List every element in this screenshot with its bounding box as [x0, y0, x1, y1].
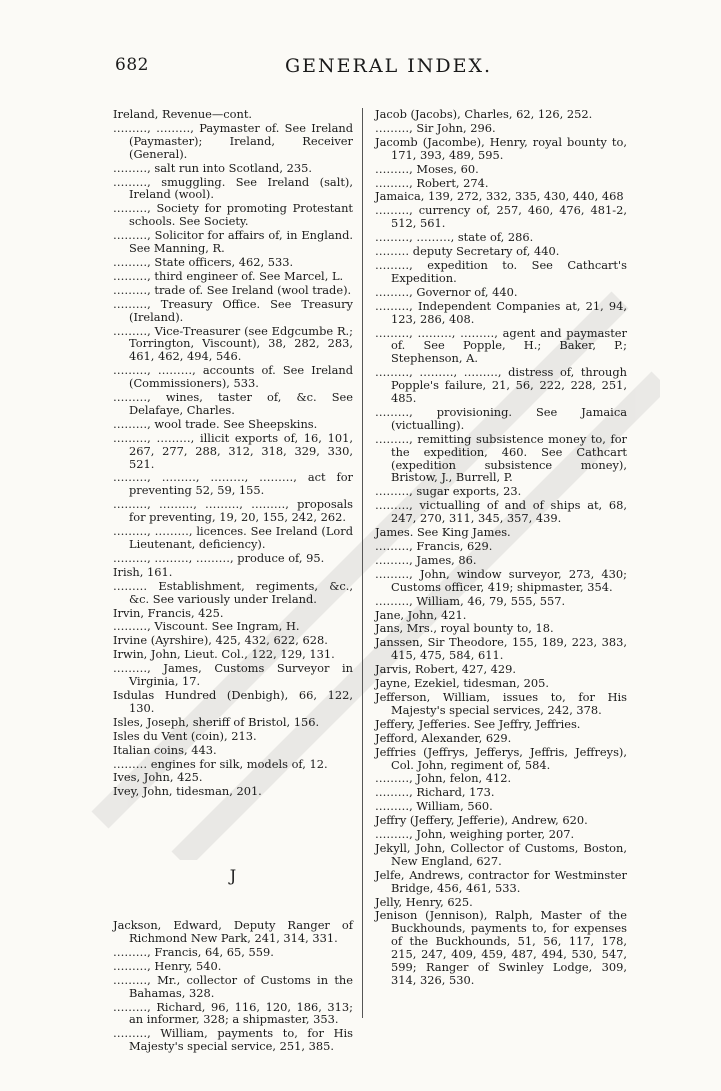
index-entry: James. See King James. [375, 525, 511, 540]
index-entry: Ives, John, 425. [113, 770, 203, 785]
left-entries-bottom [113, 919, 353, 1053]
index-entry: Jackson, Edward, Deputy Ranger of Richmond New Park, 241, 314, 331. [113, 918, 353, 946]
index-entry: ………, Treasury Office. See Treasury (Ireland). [113, 296, 353, 324]
right-entries [375, 108, 627, 987]
index-entry: Jeffery, Jefferies. See Jeffry, Jeffries. [375, 716, 581, 731]
index-entry: ………, Richard, 173. [375, 785, 495, 800]
index-entry: Jelly, Henry, 625. [375, 894, 473, 909]
index-entry: ………, smuggling. See Ireland (salt), Ireland (wool). [113, 174, 353, 202]
index-entry: ………, currency of, 257, 460, 476, 481-2, 512, 561. [375, 203, 627, 231]
index-entry: ………, James, Customs Surveyor in Virginia, 17. [113, 661, 353, 689]
right-column [375, 108, 627, 988]
left-entries-top [113, 108, 353, 798]
index-entry: Irvin, Francis, 425. [113, 605, 224, 620]
index-entry: ………, William, 46, 79, 555, 557. [375, 593, 566, 608]
index-entry: Jamaica, 139, 272, 332, 335, 430, 440, 468 [375, 189, 624, 204]
index-entry: ………, Mr., collector of Customs in the Bahamas, 328. [113, 972, 353, 1000]
index-entry: ………, victualling of and of ships at, 68, 247, 270, 311, 345, 357, 439. [375, 498, 627, 526]
index-entry: ………, trade of. See Ireland (wool trade). [113, 282, 352, 297]
index-entry: ………, Viscount. See Ingram, H. [113, 619, 300, 634]
index-entry: Jefferson, William, issues to, for His Majesty's special services, 242, 378. [375, 689, 627, 717]
page-number: 682 [115, 55, 149, 75]
index-entry: ………, salt run into Scotland, 235. [113, 160, 312, 175]
index-entry: ………, ………, licences. See Ireland (Lord Lieutenant, deficiency). [113, 524, 353, 551]
index-entry: Jefford, Alexander, 629. [375, 730, 512, 745]
index-entry: ………, William, 560. [375, 799, 493, 814]
index-entry: Irish, 161. [113, 564, 173, 579]
index-entry: ………, ………, ………, ………, act for preventing 52, 59, 155. [113, 470, 353, 498]
index-entry: ……… deputy Secretary of, 440. [375, 244, 560, 259]
index-entry: ………, remitting subsistence money to, for the expedition, 460. See Cathcart (expedition subsistence money), Bristow, J., Burrell, P. [375, 431, 627, 485]
index-entry: ………, ………, illicit exports of, 16, 101, 267, 277, 288, 312, 318, 329, 330, 521. [113, 430, 353, 471]
index-entry: ………, James, 86. [375, 552, 477, 567]
index-entry: ………, third engineer of. See Marcel, L. [113, 268, 344, 283]
index-entry: ……… Establishment, regiments, &c., &c. See variously under Ireland. [113, 578, 353, 606]
index-entry: ………, ………, ………, produce of, 95. [113, 550, 325, 565]
index-entry: ………, John, weighing porter, 207. [375, 827, 575, 842]
index-entry: ………, expedition to. See Cathcart's Expedition. [375, 257, 627, 285]
index-entry: Ivey, John, tidesman, 201. [113, 784, 262, 799]
index-entry: ………, wool trade. See Sheepskins. [113, 416, 318, 431]
running-head: GENERAL INDEX. [285, 55, 493, 77]
index-entry: ………, Vice-Treasurer (see Edgcumbe R.; Torrington, Viscount), 38, 282, 283, 461, 462, 494, 546. [113, 323, 353, 364]
index-entry: ………, Society for promoting Protestant schools. See Society. [113, 201, 353, 229]
index-entry: ………, John, felon, 412. [375, 771, 512, 786]
index-entry: ………, Sir John, 296. [375, 120, 496, 135]
index-entry: Irwin, John, Lieut. Col., 122, 129, 131. [113, 647, 335, 662]
index-entry: ………, Francis, 64, 65, 559. [113, 944, 274, 959]
index-entry: Jeffry (Jeffery, Jefferie), Andrew, 620. [375, 813, 588, 828]
index-entry: Jarvis, Robert, 427, 429. [375, 662, 517, 677]
left-column [113, 108, 353, 1054]
index-entry: ………, ………, state of, 286. [375, 230, 534, 245]
index-entry: Isles du Vent (coin), 213. [113, 728, 257, 743]
index-entry: Jenison (Jennison), Ralph, Master of the Buckhounds, payments to, for expenses of the Buckhounds, 51, 56, 117, 178, 215, 247, 409, 459, 487, 494, 530, 547, 599; Ranger of Swinley Lodge, 309, 314, 326, 530. [375, 908, 627, 987]
index-entry: ………, State officers, 462, 533. [113, 254, 294, 269]
index-entry: ………, ………, accounts of. See Ireland (Commissioners), 533. [113, 363, 353, 391]
index-entry: ………, John, window surveyor, 273, 430; Customs officer, 419; shipmaster, 354. [375, 566, 627, 594]
index-entry: ………, Solicitor for affairs of, in England. See Manning, R. [113, 228, 353, 256]
index-entry: Jans, Mrs., royal bounty to, 18. [375, 621, 554, 636]
index-entry: Isles, Joseph, sheriff of Bristol, 156. [113, 714, 320, 729]
index-entry: Jeffries (Jeffrys, Jefferys, Jeffris, Jeffreys), Col. John, regiment of, 584. [375, 744, 627, 772]
index-entry: Jacomb (Jacombe), Henry, royal bounty to, 171, 393, 489, 595. [375, 134, 627, 162]
index-entry: ………, ………, ………, distress of, through Popple's failure, 21, 56, 222, 228, 251, 485. [375, 365, 627, 406]
index-entry: ………, ………, ………, ………, proposals for preventing, 19, 20, 155, 242, 262. [113, 497, 353, 525]
index-entry: Isdulas Hundred (Denbigh), 66, 122, 130. [113, 687, 353, 715]
column-divider [362, 108, 363, 1018]
index-entry: ……… engines for silk, models of, 12. [113, 756, 328, 771]
index-entry: ………, sugar exports, 23. [375, 484, 522, 499]
index-entry: ………, Governor of, 440. [375, 284, 518, 299]
index-entry: ………, Richard, 96, 116, 120, 186, 313; an informer, 328; a shipmaster, 353. [113, 999, 353, 1027]
index-entry: ………, Henry, 540. [113, 958, 222, 973]
index-entry: Jacob (Jacobs), Charles, 62, 126, 252. [375, 107, 593, 121]
index-entry: ………, Francis, 629. [375, 539, 493, 553]
index-entry: Janssen, Sir Theodore, 155, 189, 223, 383, 415, 475, 584, 611. [375, 635, 627, 663]
index-entry: ………, ………, Paymaster of. See Ireland (Paymaster); Ireland, Receiver (General). [113, 120, 353, 161]
index-entry: ………, provisioning. See Jamaica (victualling). [375, 404, 627, 432]
index-entry: ………, William, payments to, for His Majesty's special service, 251, 385. [113, 1026, 353, 1054]
index-entry: Ireland, Revenue—cont. [113, 107, 253, 121]
index-entry: Jayne, Ezekiel, tidesman, 205. [375, 676, 549, 691]
index-entry: ………, Independent Companies at, 21, 94, 123, 286, 408. [375, 298, 627, 326]
index-entry: Jekyll, John, Collector of Customs, Boston, New England, 627. [375, 840, 627, 868]
page-header [0, 55, 721, 83]
index-entry: Irvine (Ayrshire), 425, 432, 622, 628. [113, 633, 328, 648]
index-entry: ………, Moses, 60. [375, 161, 479, 176]
index-entry: Jane, John, 421. [375, 607, 467, 622]
index-entry: ………, wines, taster of, &c. See Delafaye, Charles. [113, 390, 353, 417]
section-letter: J [229, 866, 237, 886]
index-entry: ………, Robert, 274. [375, 175, 489, 190]
index-entry: Jelfe, Andrews, contractor for Westminster Bridge, 456, 461, 533. [375, 867, 627, 895]
index-entry: Italian coins, 443. [113, 742, 217, 757]
index-entry: ………, ………, ………, agent and paymaster of. See Popple, H.; Baker, P.; Stephenson, A. [375, 325, 627, 366]
